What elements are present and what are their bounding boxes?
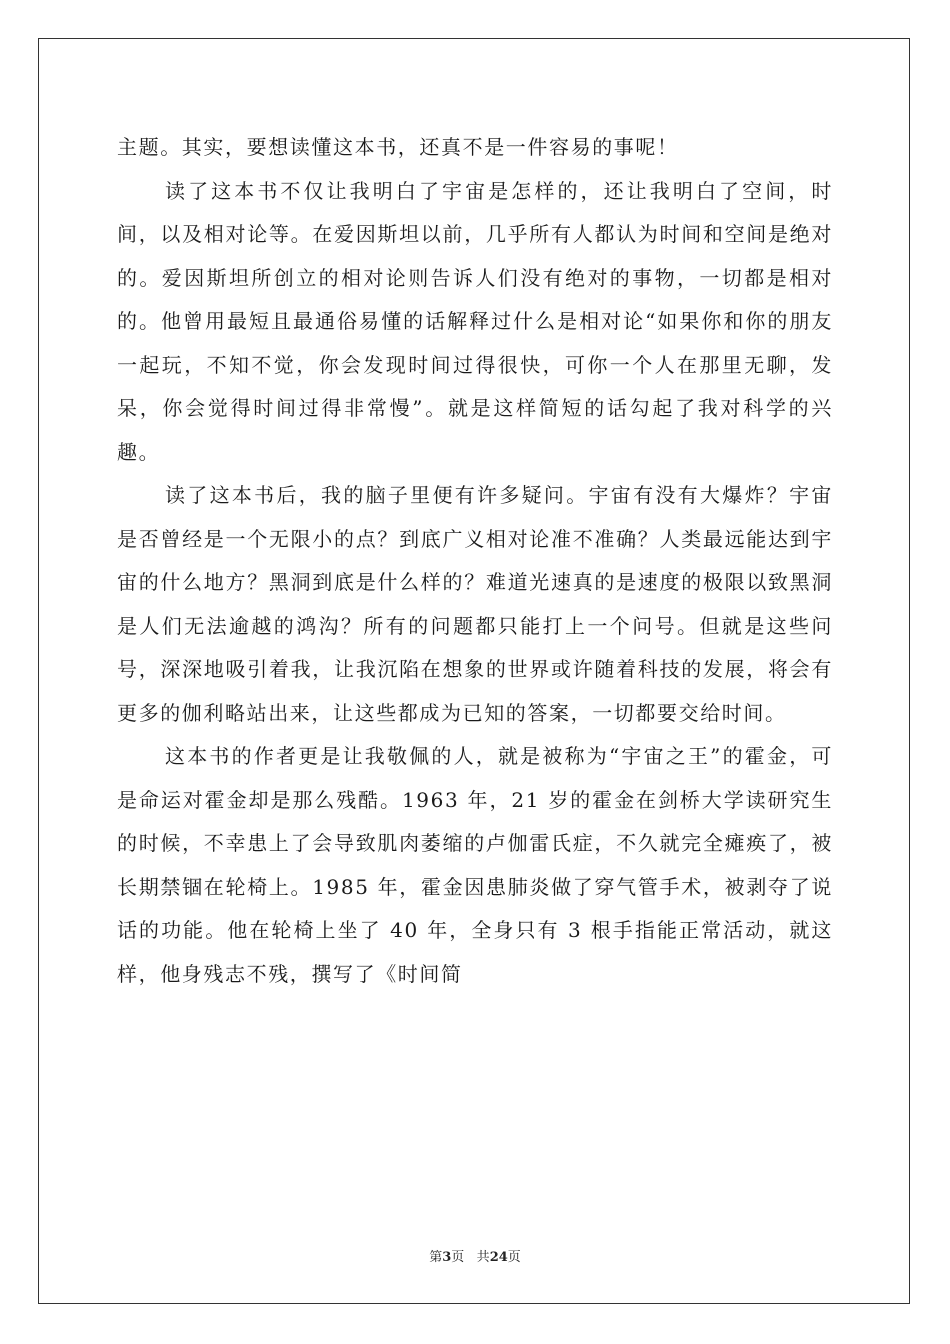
page-footer: [0, 1246, 950, 1265]
paragraph-4: 这本书的作者更是让我敬佩的人，就是被称为“宇宙之王”的霍金，可是命运对霍金却是那么残酷。1963 年，21 岁的霍金在剑桥大学读研究生的时候，不幸患上了会导致肌肉萎缩的卢伽雷氏症，不久就完全瘫痪了，被长期禁锢在轮椅上。1985 年，霍金因患肺炎做了穿气管手术，被剥夺了说话的功能。他在轮椅上坐了 40 年，全身只有 3 根手指能正常活动，就这样，他身残志不残，撰写了《时间简: [117, 744, 833, 986]
current-page-number: 3: [442, 1250, 452, 1265]
paragraph-1: 主题。其实，要想读懂这本书，还真不是一件容易的事呢！: [117, 135, 679, 159]
page-prefix: 第: [429, 1250, 443, 1265]
document-body: [117, 126, 833, 996]
paragraph-2: 读了这本书不仅让我明白了宇宙是怎样的，还让我明白了空间，时间，以及相对论等。在爱因斯坦以前，几乎所有人都认为时间和空间是绝对的。爱因斯坦所创立的相对论则告诉人们没有绝对的事物，一切都是相对的。他曾用最短且最通俗易懂的话解释过什么是相对论“如果你和你的朋友一起玩，不知不觉，你会发现时间过得很快，可你一个人在那里无聊，发呆，你会觉得时间过得非常慢”。就是这样简短的话勾起了我对科学的兴趣。: [117, 178, 833, 464]
page-unit: 页: [451, 1250, 465, 1265]
total-prefix: 共: [476, 1250, 490, 1265]
total-page-count: 24: [489, 1250, 508, 1265]
total-unit: 页: [507, 1250, 521, 1265]
paragraph-3: 读了这本书后，我的脑子里便有许多疑问。宇宙有没有大爆炸？宇宙是否曾经是一个无限小的点？到底广义相对论准不准确？人类最远能达到宇宙的什么地方？黑洞到底是什么样的？难道光速真的是速度的极限以致黑洞是人们无法逾越的鸿沟？所有的问题都只能打上一个问号。但就是这些问号，深深地吸引着我，让我沉陷在想象的世界或许随着科技的发展，将会有更多的伽利略站出来，让这些都成为已知的答案，一切都要交给时间。: [117, 483, 833, 725]
